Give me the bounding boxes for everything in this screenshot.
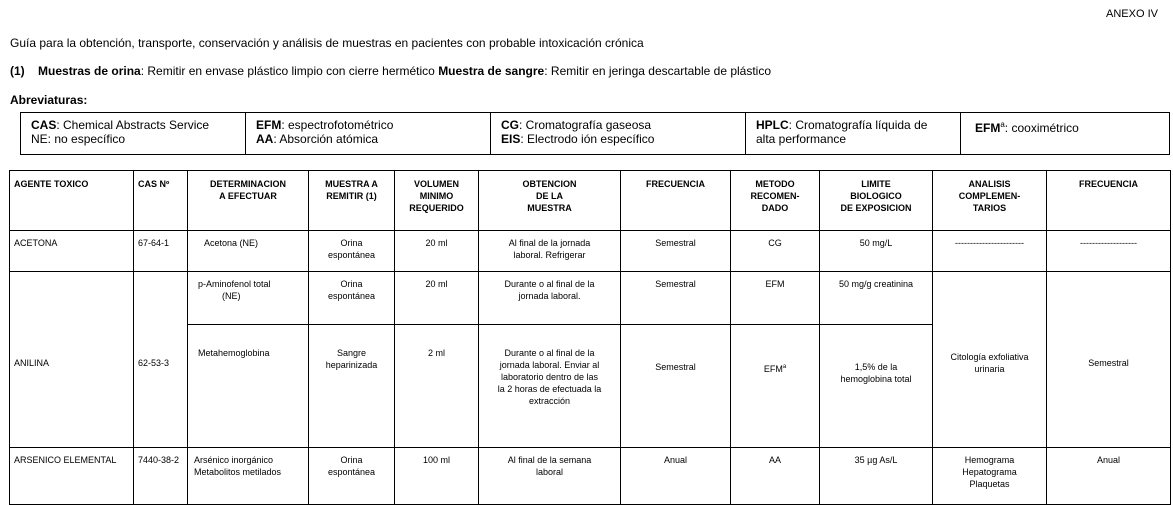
cell-determination: Metahemoglobina xyxy=(188,325,309,448)
cell-method: AA xyxy=(731,448,820,505)
cell-cas: 67-64-1 xyxy=(134,231,188,272)
table-row-anilina-1 xyxy=(10,272,1171,325)
blood-text: : Remitir en jeringa descartable de plástico xyxy=(544,64,772,78)
abbr-ne: NE: no específico xyxy=(31,132,126,146)
abbr-efm-code: EFM xyxy=(256,118,282,132)
cell-limit: 35 µg As/L xyxy=(820,448,933,505)
abbr-efma-desc: : cooximétrico xyxy=(1004,121,1079,135)
cell-sample: Orina espontánea xyxy=(309,448,395,505)
abbr-hplc-desc: : Cromatografía líquida de xyxy=(788,118,928,132)
cell-complementary: Hemograma Hepatograma Plaquetas xyxy=(933,448,1047,505)
abbr-cell-cg xyxy=(491,113,746,155)
cell-agent: ARSENICO ELEMENTAL xyxy=(10,448,134,505)
cell-frequency: Semestral xyxy=(621,231,731,272)
cell-sample: Sangre heparinizada xyxy=(309,325,395,448)
cell-frequency-2: ------------------- xyxy=(1047,231,1171,272)
urine-label: Muestras de orina xyxy=(38,64,141,78)
blood-label: Muestra de sangre xyxy=(438,64,545,78)
cell-cas: 62-53-3 xyxy=(134,272,188,448)
cell-volume: 20 ml xyxy=(395,272,479,325)
cell-frequency: Semestral xyxy=(621,325,731,448)
cell-volume: 2 ml xyxy=(395,325,479,448)
header-obtaining: OBTENCION DE LA MUESTRA xyxy=(479,171,621,231)
abbr-efma-code: EFM xyxy=(975,121,1001,135)
cell-limit: 1,5% de la hemoglobina total xyxy=(820,325,933,448)
cell-volume: 20 ml xyxy=(395,231,479,272)
abbr-cell-cas xyxy=(21,113,246,155)
cell-obtaining: Durante o al final de la jornada laboral. xyxy=(479,272,621,325)
abbr-efma-sup: a xyxy=(1000,120,1005,129)
cell-determination: Arsénico inorgánico Metabolitos metilados xyxy=(188,448,309,505)
table-row-arsenico xyxy=(10,448,1171,505)
header-agent: AGENTE TOXICO xyxy=(10,171,134,231)
abbr-cas-code: CAS xyxy=(31,118,57,132)
cell-obtaining: Al final de la jornada laboral. Refrigerar xyxy=(479,231,621,272)
cell-method: EFM$^a$ xyxy=(731,325,820,448)
abbr-cell-hplc xyxy=(746,113,961,155)
abbreviations-title: Abreviaturas: xyxy=(10,93,88,107)
header-method: METODO RECOMEN- DADO xyxy=(731,171,820,231)
abbr-efm-desc: : espectrofotométrico xyxy=(281,118,394,132)
cell-obtaining: Durante o al final de la jornada laboral. Enviar al laboratorio dentro de las la 2 horas de efectuada la extracción xyxy=(479,325,621,448)
header-complementary: ANALISIS COMPLEMEN- TARIOS xyxy=(933,171,1047,231)
abbreviations-table xyxy=(20,112,1170,155)
cell-determination: p-Aminofenol total (NE) xyxy=(188,272,309,325)
abbr-eis-code: EIS xyxy=(501,132,521,146)
cell-method: CG xyxy=(731,231,820,272)
header-frequency-2: FRECUENCIA xyxy=(1047,171,1171,231)
samples-table xyxy=(9,170,1171,505)
cell-determination: Acetona (NE) xyxy=(188,231,309,272)
cell-sample: Orina espontánea xyxy=(309,231,395,272)
header-sample: MUESTRA A REMITIR (1) xyxy=(309,171,395,231)
cell-agent: ANILINA xyxy=(10,272,134,448)
header-limit: LIMITE BIOLOGICO DE EXPOSICION xyxy=(820,171,933,231)
cell-volume: 100 ml xyxy=(395,448,479,505)
abbr-aa-code: AA xyxy=(256,132,274,146)
abbr-cell-efma xyxy=(961,113,1170,155)
sample-note xyxy=(10,64,771,78)
annex-label: ANEXO IV xyxy=(1106,8,1158,20)
cell-frequency: Anual xyxy=(621,448,731,505)
abbr-hplc-code: HPLC xyxy=(756,118,789,132)
table-header-row xyxy=(10,171,1171,231)
cell-frequency-2: Anual xyxy=(1047,448,1171,505)
abbr-cg-desc: : Cromatografía gaseosa xyxy=(519,118,652,132)
cell-cas: 7440-38-2 xyxy=(134,448,188,505)
header-cas: CAS Nº xyxy=(134,171,188,231)
cell-limit: 50 mg/g creatinina xyxy=(820,272,933,325)
cell-frequency-2: Semestral xyxy=(1047,272,1171,448)
header-determination: DETERMINACION A EFECTUAR xyxy=(188,171,309,231)
abbr-eis-desc: : Electrodo ión específico xyxy=(520,132,655,146)
cell-complementary: ----------------------- xyxy=(933,231,1047,272)
urine-text: : Remitir en envase plástico limpio con cierre hermético xyxy=(140,64,435,78)
cell-obtaining: Al final de la semana laboral xyxy=(479,448,621,505)
guide-title: Guía para la obtención, transporte, conservación y análisis de muestras en pacientes con probable intoxicación crónica xyxy=(10,36,644,50)
abbr-hplc-desc2: alta performance xyxy=(756,132,847,146)
cell-limit: 50 mg/L xyxy=(820,231,933,272)
abbr-cas-desc: : Chemical Abstracts Service xyxy=(56,118,210,132)
cell-sample: Orina espontánea xyxy=(309,272,395,325)
cell-agent: ACETONA xyxy=(10,231,134,272)
abbr-cg-code: CG xyxy=(501,118,519,132)
cell-complementary: Citología exfoliativa urinaria xyxy=(933,272,1047,448)
table-row-acetona xyxy=(10,231,1171,272)
abbr-cell-efm xyxy=(246,113,491,155)
header-frequency: FRECUENCIA xyxy=(621,171,731,231)
abbr-aa-desc: : Absorción atómica xyxy=(273,132,379,146)
cell-frequency: Semestral xyxy=(621,272,731,325)
note-number: (1) xyxy=(10,64,25,78)
cell-method: EFM xyxy=(731,272,820,325)
header-volume: VOLUMEN MINIMO REQUERIDO xyxy=(395,171,479,231)
